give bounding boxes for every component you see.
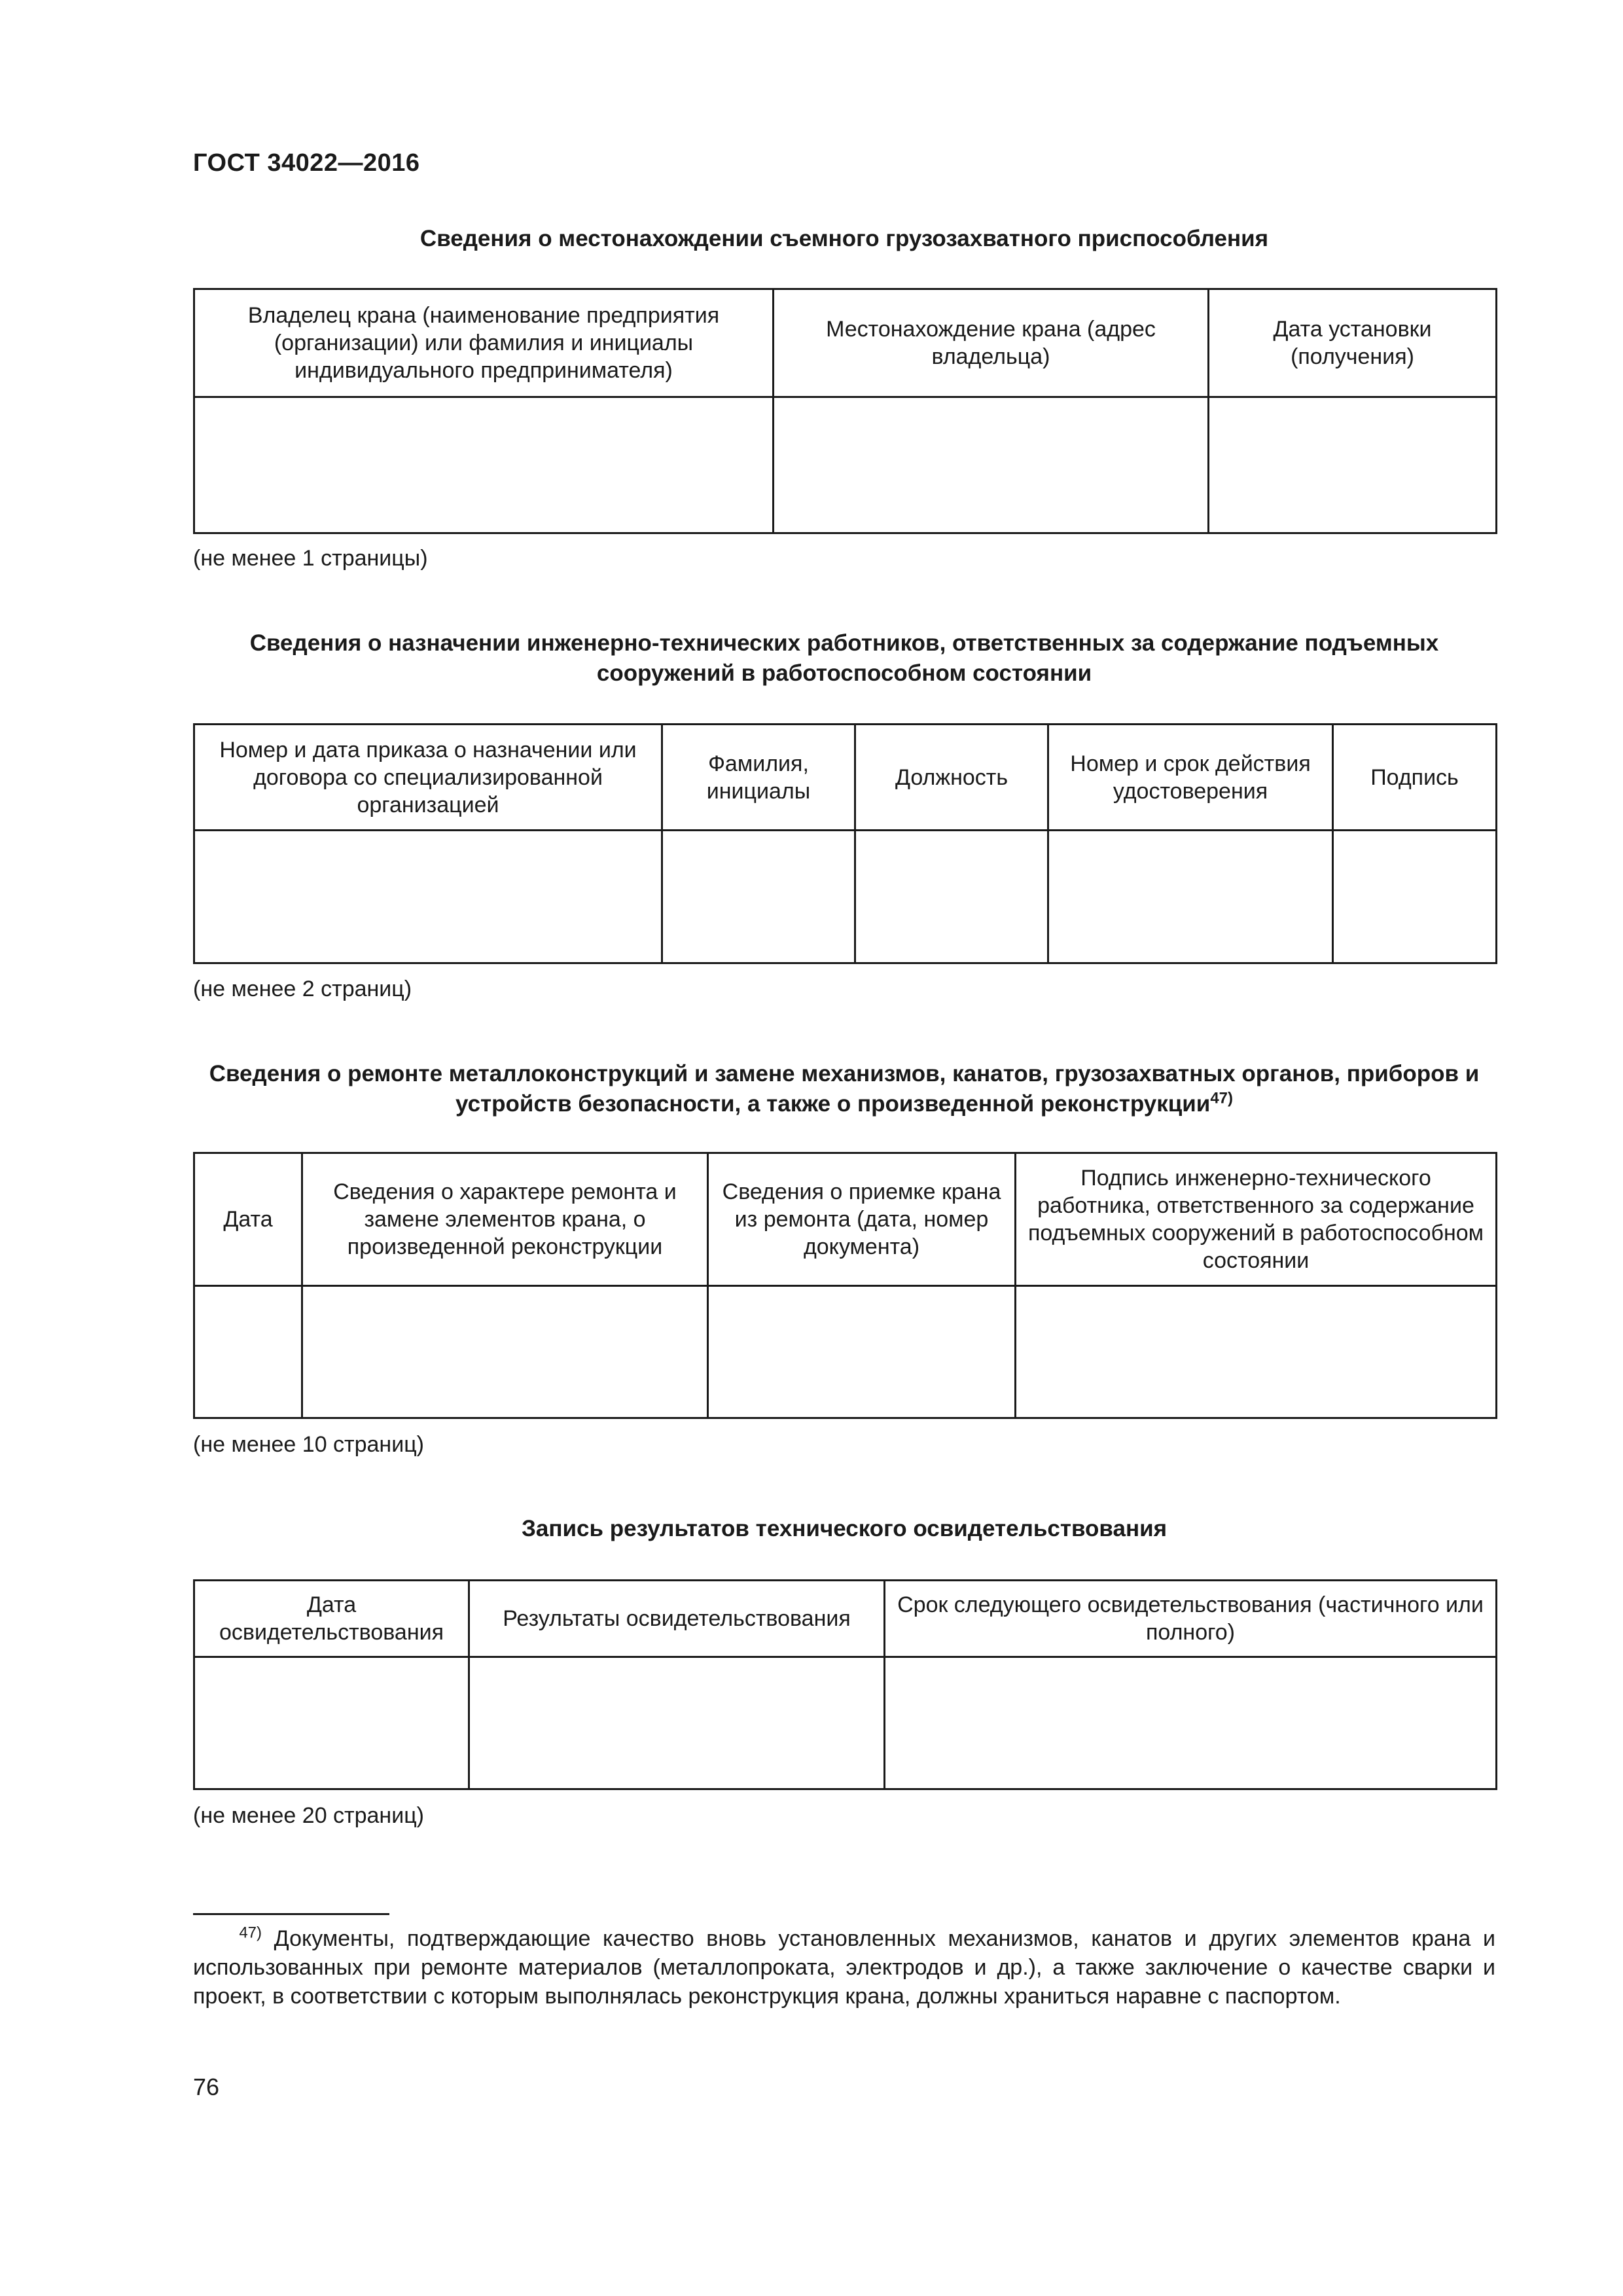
table-row <box>194 831 1497 963</box>
table-row <box>194 1657 1497 1789</box>
footnote-divider <box>193 1913 389 1915</box>
footnote <box>193 1924 1495 2011</box>
footnote-reference: 47) <box>1210 1089 1234 1107</box>
table-cell[interactable] <box>708 1286 1016 1418</box>
section4-title: Запись результатов технического освидетельствования <box>521 1516 1168 1541</box>
column-header: Дата установки (получения) <box>1209 289 1497 397</box>
column-header: Должность <box>855 725 1048 831</box>
table-cell[interactable] <box>1048 831 1333 963</box>
section1-note: (не менее 1 страницы) <box>193 546 428 571</box>
page-number: 76 <box>193 2073 220 2100</box>
column-header: Дата освидетельствования <box>194 1581 469 1657</box>
section4-note: (не менее 20 страниц) <box>193 1803 424 1828</box>
table-header-row <box>194 1581 1497 1657</box>
column-header: Результаты освидетельствования <box>469 1581 885 1657</box>
table-header-row <box>194 725 1497 831</box>
column-header: Подпись <box>1333 725 1497 831</box>
table-cell[interactable] <box>855 831 1048 963</box>
section4-table <box>193 1579 1497 1790</box>
section3-note: (не менее 10 страниц) <box>193 1432 424 1457</box>
section2-note: (не менее 2 страниц) <box>193 977 412 1001</box>
column-header: Местонахождение крана (адрес владельца) <box>774 289 1209 397</box>
section3-title <box>193 1059 1495 1119</box>
column-header: Номер и дата приказа о назначении или договора со специализированной организацией <box>194 725 662 831</box>
footnote-mark-wrap <box>193 1924 262 1953</box>
section2-title: Сведения о назначении инженерно-технических работников, ответственных за содержание подъемных сооружений в работоспособном состоянии <box>249 630 1439 686</box>
column-header: Фамилия, инициалы <box>662 725 855 831</box>
table-cell[interactable] <box>885 1657 1497 1789</box>
table-cell[interactable] <box>1016 1286 1497 1418</box>
column-header: Сведения о приемке крана из ремонта (дата, номер документа) <box>708 1153 1016 1286</box>
table-cell[interactable] <box>774 397 1209 533</box>
section1-table <box>193 288 1497 534</box>
document-header: ГОСТ 34022—2016 <box>193 149 420 177</box>
table-row <box>194 1286 1497 1418</box>
column-header: Подпись инженерно-технического работника, ответственного за содержание подъемных сооружений в работоспособном состоянии <box>1016 1153 1497 1286</box>
table-header-row <box>194 1153 1497 1286</box>
column-header: Владелец крана (наименование предприятия (организации) или фамилия и инициалы индивидуального предпринимателя) <box>194 289 774 397</box>
table-cell[interactable] <box>302 1286 708 1418</box>
table-cell[interactable] <box>469 1657 885 1789</box>
section1-title: Сведения о местонахождении съемного грузозахватного приспособления <box>419 226 1269 251</box>
footnote-mark: 47) <box>239 1924 262 1942</box>
column-header: Сведения о характере ремонта и замене элементов крана, о произведенной реконструкции <box>302 1153 708 1286</box>
column-header: Номер и срок действия удостоверения <box>1048 725 1333 831</box>
section2-table <box>193 723 1497 964</box>
table-cell[interactable] <box>1209 397 1497 533</box>
table-header-row <box>194 289 1497 397</box>
footnote-text: Документы, подтверждающие качество вновь установленных механизмов, канатов и других элементов крана и использованных при ремонте материалов (металлопроката, электродов и др.), а также заключение о качестве сварки и проект, в соответствии с которым выполнялась реконструкция крана, должны храниться наравне с паспортом. <box>193 1926 1495 2009</box>
table-cell[interactable] <box>194 1657 469 1789</box>
table-cell[interactable] <box>194 1286 302 1418</box>
table-cell[interactable] <box>1333 831 1497 963</box>
table-row <box>194 397 1497 533</box>
section3-title-text: Сведения о ремонте металлоконструкций и замене механизмов, канатов, грузозахватных органов, приборов и устройств безопасности, а также о произведенной реконструкции <box>209 1061 1480 1117</box>
table-cell[interactable] <box>194 397 774 533</box>
section3-table <box>193 1152 1497 1419</box>
table-cell[interactable] <box>662 831 855 963</box>
column-header: Срок следующего освидетельствования (частичного или полного) <box>885 1581 1497 1657</box>
column-header: Дата <box>194 1153 302 1286</box>
table-cell[interactable] <box>194 831 662 963</box>
